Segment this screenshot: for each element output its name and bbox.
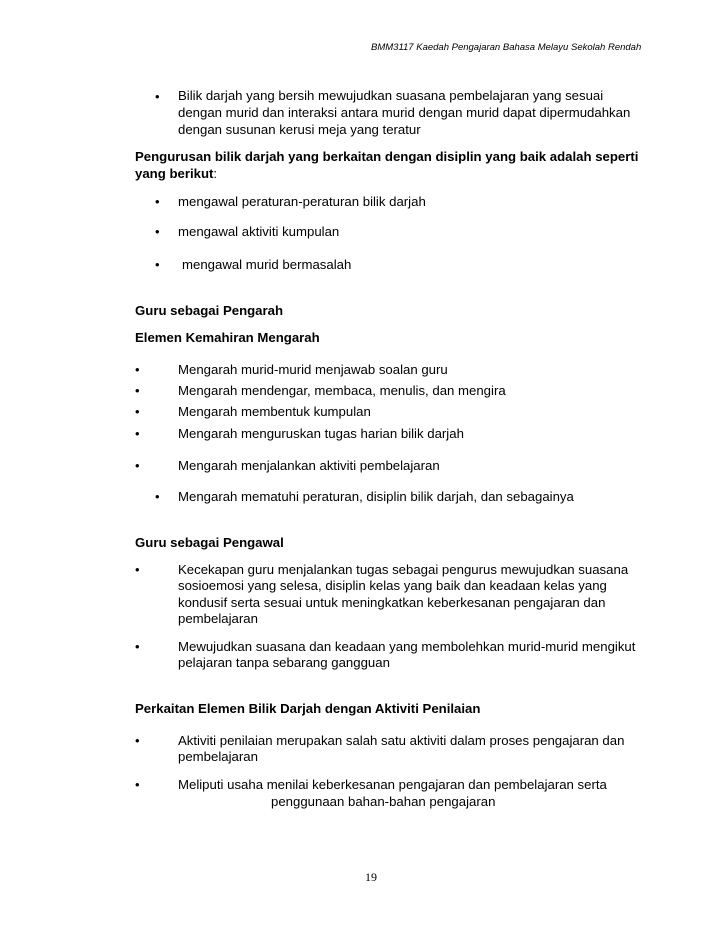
section-heading-bold-part: yang berikut xyxy=(135,166,214,181)
list-item: Meliputi usaha menilai keberkesanan pengajaran dan pembelajaran serta xyxy=(178,777,607,792)
list-item: Aktiviti penilaian merupakan salah satu aktiviti dalam proses pengajaran dan xyxy=(178,733,625,748)
list-item: mengawal aktiviti kumpulan xyxy=(178,224,340,239)
list-item-continuation: sosioemosi yang selesa, disiplin kelas yang baik dan keadaan kelas yang xyxy=(178,578,607,593)
list-item: Mengarah murid-murid menjawab soalan guru xyxy=(178,362,448,377)
list-item-continuation: pelajaran tanpa sebarang gangguan xyxy=(178,655,390,670)
section-heading: Guru sebagai Pengarah xyxy=(135,303,284,318)
list-item: Mengarah menjalankan aktiviti pembelajaran xyxy=(178,458,440,473)
list-item-continuation: penggunaan bahan-bahan pengajaran xyxy=(271,794,496,809)
list-item: Mengarah menguruskan tugas harian bilik darjah xyxy=(178,426,464,441)
list-item: Mengarah membentuk kumpulan xyxy=(178,404,371,419)
section-heading-colon: : xyxy=(213,166,218,181)
bullet-icon: • xyxy=(135,777,140,792)
bullet-icon: • xyxy=(155,194,160,209)
bullet-icon: • xyxy=(135,562,140,577)
bullet-icon: • xyxy=(135,426,140,441)
bullet-icon: • xyxy=(135,639,140,654)
section-heading-line2 xyxy=(135,165,217,182)
bullet-icon: • xyxy=(155,489,160,504)
section-heading: Pengurusan bilik darjah yang berkaitan dengan disiplin yang baik adalah seperti xyxy=(135,149,639,164)
list-item: Mengarah mematuhi peraturan, disiplin bilik darjah, dan sebagainya xyxy=(178,489,574,504)
list-item-continuation: pembelajaran xyxy=(178,749,258,764)
page-number: 19 xyxy=(365,870,377,884)
section-heading: Guru sebagai Pengawal xyxy=(135,535,284,550)
list-item-continuation: dengan susunan kerusi meja yang teratur xyxy=(178,122,421,137)
list-item: mengawal peraturan-peraturan bilik darjah xyxy=(178,194,426,209)
bullet-icon: • xyxy=(155,257,160,272)
list-item-continuation: dengan murid dan interaksi antara murid dengan murid dapat dipermudahkan xyxy=(178,105,631,120)
list-item: Bilik darjah yang bersih mewujudkan suasana pembelajaran yang sesuai xyxy=(178,88,604,103)
bullet-icon: • xyxy=(135,362,140,377)
section-heading: Perkaitan Elemen Bilik Darjah dengan Aktiviti Penilaian xyxy=(135,701,481,716)
bullet-icon: • xyxy=(135,458,140,473)
running-header: BMM3117 Kaedah Pengajaran Bahasa Melayu Sekolah Rendah xyxy=(371,42,642,53)
list-item: Kecekapan guru menjalankan tugas sebagai pengurus mewujudkan suasana xyxy=(178,562,629,577)
list-item: mengawal murid bermasalah xyxy=(182,257,352,272)
list-item-continuation: kondusif serta sesuai untuk meningkatkan keberkesanan pengajaran dan xyxy=(178,595,606,610)
bullet-icon: • xyxy=(135,733,140,748)
bullet-icon: • xyxy=(135,383,140,398)
list-item-continuation: pembelajaran xyxy=(178,611,258,626)
bullet-icon: • xyxy=(135,404,140,419)
bullet-icon: • xyxy=(155,224,160,239)
list-item: Mengarah mendengar, membaca, menulis, dan mengira xyxy=(178,383,506,398)
subsection-heading: Elemen Kemahiran Mengarah xyxy=(135,330,320,345)
bullet-icon: • xyxy=(155,89,160,104)
list-item: Mewujudkan suasana dan keadaan yang membolehkan murid-murid mengikut xyxy=(178,639,636,654)
